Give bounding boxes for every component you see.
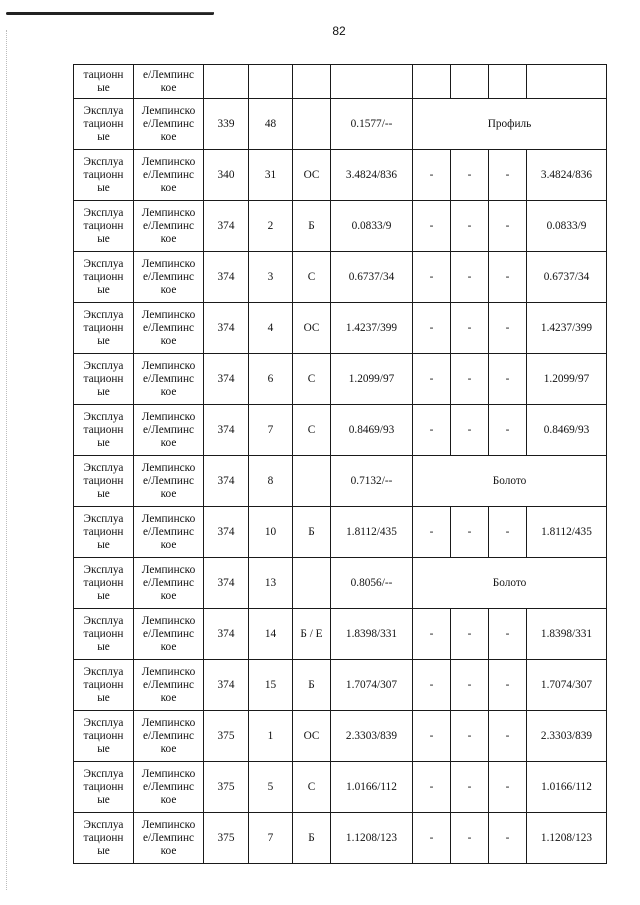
table-row-continued xyxy=(74,65,607,99)
cell-section: 5 xyxy=(249,762,293,813)
cell-category: Эксплуа тационн ые xyxy=(74,405,134,456)
cell-category: Эксплуа тационн ые xyxy=(74,558,134,609)
cell-dash: - xyxy=(451,150,489,201)
table-row xyxy=(74,354,607,405)
cell-area: 0.7132/-- xyxy=(331,456,413,507)
cell-type: Б xyxy=(293,813,331,864)
cell-location: Лемпинско е/Лемпинс кое xyxy=(134,99,204,150)
cell-dash: - xyxy=(451,252,489,303)
cell-category: Эксплуа тационн ые xyxy=(74,507,134,558)
cell-total: 0.0833/9 xyxy=(527,201,607,252)
cell-note: Болото xyxy=(413,558,607,609)
cell-category: Эксплуа тационн ые xyxy=(74,813,134,864)
cell-total: 1.8112/435 xyxy=(527,507,607,558)
cell-section: 15 xyxy=(249,660,293,711)
cell-area: 1.8112/435 xyxy=(331,507,413,558)
cell-category: Эксплуа тационн ые xyxy=(74,609,134,660)
cell-quarter: 374 xyxy=(204,609,249,660)
cell-dash: - xyxy=(413,201,451,252)
cell-quarter: 374 xyxy=(204,354,249,405)
cell-area: 0.0833/9 xyxy=(331,201,413,252)
cell-dash: - xyxy=(451,507,489,558)
table-row xyxy=(74,609,607,660)
cell-total: 1.0166/112 xyxy=(527,762,607,813)
cell-category: Эксплуа тационн ые xyxy=(74,711,134,762)
cell-total: 1.8398/331 xyxy=(527,609,607,660)
cell-dash: - xyxy=(489,303,527,354)
cell-type: Б xyxy=(293,660,331,711)
cell-type: Б xyxy=(293,201,331,252)
cell-dash: - xyxy=(413,507,451,558)
cell-quarter: 374 xyxy=(204,507,249,558)
table-row xyxy=(74,507,607,558)
cell-section: 48 xyxy=(249,99,293,150)
cell-location: е/Лемпинс кое xyxy=(134,65,204,99)
cell-note: Профиль xyxy=(413,99,607,150)
cell-location: Лемпинско е/Лемпинс кое xyxy=(134,354,204,405)
cell-section: 8 xyxy=(249,456,293,507)
cell-area: 1.2099/97 xyxy=(331,354,413,405)
cell-section: 1 xyxy=(249,711,293,762)
cell-type xyxy=(293,99,331,150)
cell-empty xyxy=(204,65,249,99)
cell-category: Эксплуа тационн ые xyxy=(74,456,134,507)
cell-type: ОС xyxy=(293,303,331,354)
cell-dash: - xyxy=(489,405,527,456)
cell-dash: - xyxy=(413,405,451,456)
cell-empty xyxy=(331,65,413,99)
table-row xyxy=(74,405,607,456)
cell-section: 14 xyxy=(249,609,293,660)
top-rule-thin xyxy=(150,12,214,13)
cell-dash: - xyxy=(413,150,451,201)
table-row xyxy=(74,558,607,609)
table-row xyxy=(74,252,607,303)
cell-area: 0.8056/-- xyxy=(331,558,413,609)
cell-area: 0.6737/34 xyxy=(331,252,413,303)
cell-category: Эксплуа тационн ые xyxy=(74,762,134,813)
cell-dash: - xyxy=(451,762,489,813)
cell-total: 1.4237/399 xyxy=(527,303,607,354)
cell-type: С xyxy=(293,252,331,303)
cell-total: 1.7074/307 xyxy=(527,660,607,711)
cell-empty xyxy=(413,65,451,99)
cell-section: 3 xyxy=(249,252,293,303)
cell-type xyxy=(293,456,331,507)
cell-type xyxy=(293,558,331,609)
cell-dash: - xyxy=(451,813,489,864)
cell-section: 7 xyxy=(249,813,293,864)
cell-note: Болото xyxy=(413,456,607,507)
cell-type: ОС xyxy=(293,711,331,762)
cell-type: Б / Е xyxy=(293,609,331,660)
cell-dash: - xyxy=(489,252,527,303)
cell-type: ОС xyxy=(293,150,331,201)
cell-dash: - xyxy=(413,354,451,405)
cell-location: Лемпинско е/Лемпинс кое xyxy=(134,456,204,507)
table-row xyxy=(74,660,607,711)
cell-dash: - xyxy=(489,150,527,201)
cell-section: 10 xyxy=(249,507,293,558)
cell-empty xyxy=(293,65,331,99)
cell-dash: - xyxy=(413,252,451,303)
data-table xyxy=(73,64,607,864)
cell-empty xyxy=(527,65,607,99)
cell-quarter: 374 xyxy=(204,303,249,354)
cell-dash: - xyxy=(451,201,489,252)
cell-category: Эксплуа тационн ые xyxy=(74,99,134,150)
cell-section: 13 xyxy=(249,558,293,609)
cell-quarter: 374 xyxy=(204,252,249,303)
cell-dash: - xyxy=(413,813,451,864)
cell-area: 1.8398/331 xyxy=(331,609,413,660)
cell-quarter: 375 xyxy=(204,711,249,762)
cell-area: 0.1577/-- xyxy=(331,99,413,150)
table-row xyxy=(74,99,607,150)
cell-dash: - xyxy=(489,609,527,660)
cell-empty xyxy=(489,65,527,99)
cell-area: 2.3303/839 xyxy=(331,711,413,762)
cell-dash: - xyxy=(451,354,489,405)
cell-type: С xyxy=(293,405,331,456)
table-row xyxy=(74,150,607,201)
table-body xyxy=(74,65,607,864)
cell-quarter: 375 xyxy=(204,762,249,813)
table-row xyxy=(74,813,607,864)
left-margin-line xyxy=(6,30,7,890)
cell-location: Лемпинско е/Лемпинс кое xyxy=(134,558,204,609)
table-row xyxy=(74,456,607,507)
cell-area: 1.7074/307 xyxy=(331,660,413,711)
cell-dash: - xyxy=(451,711,489,762)
cell-empty xyxy=(451,65,489,99)
cell-quarter: 375 xyxy=(204,813,249,864)
cell-area: 1.1208/123 xyxy=(331,813,413,864)
cell-dash: - xyxy=(413,711,451,762)
page-number: 82 xyxy=(332,24,346,38)
cell-type: С xyxy=(293,762,331,813)
cell-dash: - xyxy=(413,660,451,711)
cell-category: Эксплуа тационн ые xyxy=(74,354,134,405)
cell-dash: - xyxy=(413,762,451,813)
cell-dash: - xyxy=(489,813,527,864)
cell-location: Лемпинско е/Лемпинс кое xyxy=(134,813,204,864)
cell-dash: - xyxy=(489,354,527,405)
cell-section: 7 xyxy=(249,405,293,456)
cell-quarter: 374 xyxy=(204,558,249,609)
cell-category: Эксплуа тационн ые xyxy=(74,150,134,201)
cell-total: 0.8469/93 xyxy=(527,405,607,456)
cell-dash: - xyxy=(451,609,489,660)
cell-quarter: 374 xyxy=(204,456,249,507)
cell-section: 6 xyxy=(249,354,293,405)
cell-area: 1.0166/112 xyxy=(331,762,413,813)
table-row xyxy=(74,762,607,813)
cell-dash: - xyxy=(489,201,527,252)
cell-section: 2 xyxy=(249,201,293,252)
cell-area: 1.4237/399 xyxy=(331,303,413,354)
cell-empty xyxy=(249,65,293,99)
cell-area: 3.4824/836 xyxy=(331,150,413,201)
cell-dash: - xyxy=(413,609,451,660)
cell-total: 2.3303/839 xyxy=(527,711,607,762)
cell-category: тационн ые xyxy=(74,65,134,99)
cell-location: Лемпинско е/Лемпинс кое xyxy=(134,762,204,813)
cell-location: Лемпинско е/Лемпинс кое xyxy=(134,303,204,354)
cell-category: Эксплуа тационн ые xyxy=(74,252,134,303)
cell-location: Лемпинско е/Лемпинс кое xyxy=(134,711,204,762)
table-row xyxy=(74,201,607,252)
cell-section: 4 xyxy=(249,303,293,354)
cell-type: С xyxy=(293,354,331,405)
cell-dash: - xyxy=(489,711,527,762)
cell-dash: - xyxy=(451,303,489,354)
table-row xyxy=(74,711,607,762)
cell-location: Лемпинско е/Лемпинс кое xyxy=(134,609,204,660)
cell-location: Лемпинско е/Лемпинс кое xyxy=(134,507,204,558)
cell-location: Лемпинско е/Лемпинс кое xyxy=(134,150,204,201)
cell-quarter: 339 xyxy=(204,99,249,150)
cell-dash: - xyxy=(489,660,527,711)
cell-section: 31 xyxy=(249,150,293,201)
cell-type: Б xyxy=(293,507,331,558)
cell-dash: - xyxy=(451,405,489,456)
cell-location: Лемпинско е/Лемпинс кое xyxy=(134,660,204,711)
cell-quarter: 340 xyxy=(204,150,249,201)
cell-dash: - xyxy=(451,660,489,711)
cell-quarter: 374 xyxy=(204,405,249,456)
cell-total: 1.2099/97 xyxy=(527,354,607,405)
cell-dash: - xyxy=(413,303,451,354)
cell-total: 0.6737/34 xyxy=(527,252,607,303)
cell-location: Лемпинско е/Лемпинс кое xyxy=(134,201,204,252)
cell-category: Эксплуа тационн ые xyxy=(74,201,134,252)
cell-quarter: 374 xyxy=(204,660,249,711)
cell-dash: - xyxy=(489,507,527,558)
cell-location: Лемпинско е/Лемпинс кое xyxy=(134,405,204,456)
cell-location: Лемпинско е/Лемпинс кое xyxy=(134,252,204,303)
cell-total: 1.1208/123 xyxy=(527,813,607,864)
cell-dash: - xyxy=(489,762,527,813)
cell-category: Эксплуа тационн ые xyxy=(74,303,134,354)
cell-category: Эксплуа тационн ые xyxy=(74,660,134,711)
cell-quarter: 374 xyxy=(204,201,249,252)
table-row xyxy=(74,303,607,354)
cell-area: 0.8469/93 xyxy=(331,405,413,456)
cell-total: 3.4824/836 xyxy=(527,150,607,201)
